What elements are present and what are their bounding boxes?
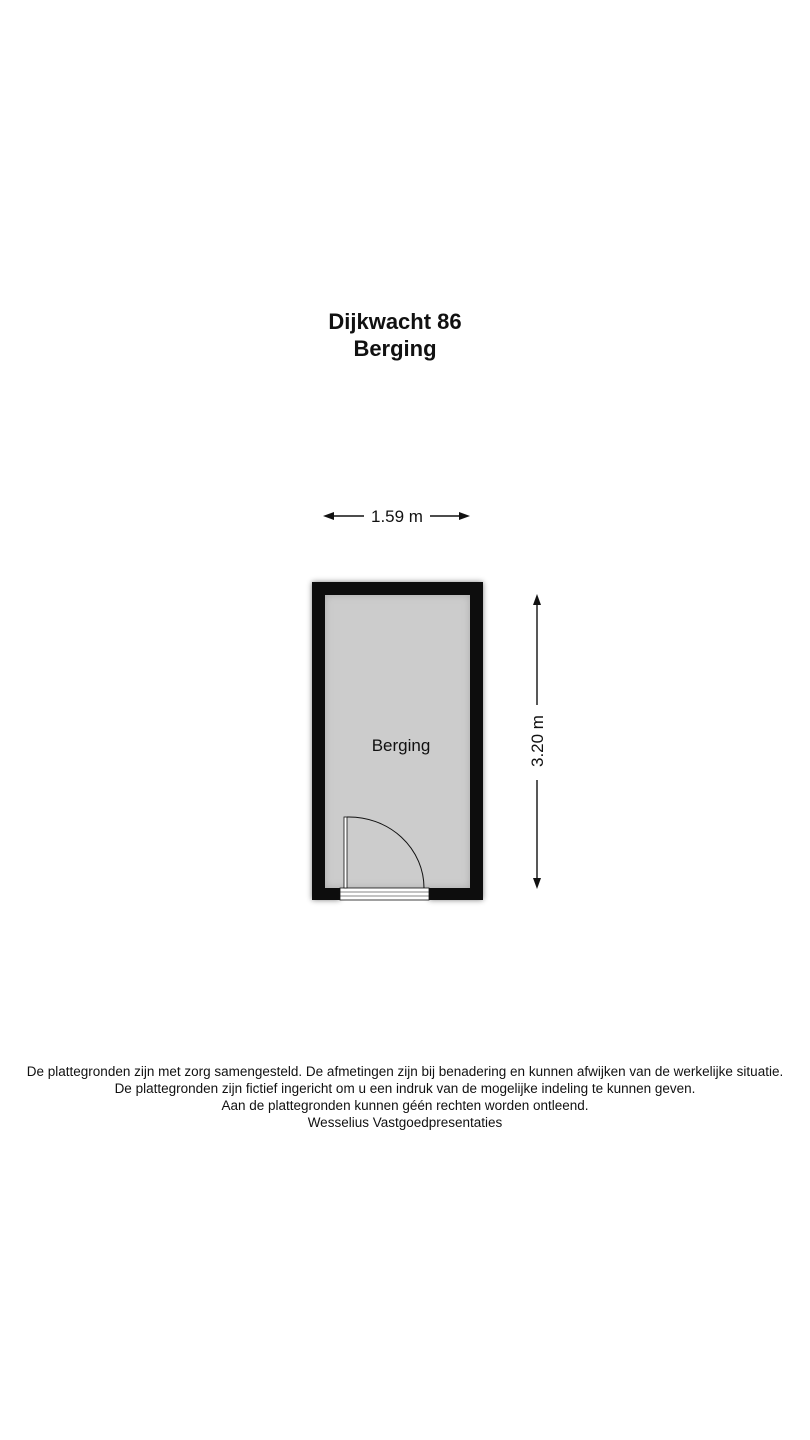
disclaimer-line-1: De plattegronden zijn met zorg samengesteld. De afmetingen zijn bij benadering en kunnen afwijken van de werkelijke situatie. <box>26 1064 784 1079</box>
height-label: 3.20 m <box>528 715 547 767</box>
disclaimer <box>0 1063 810 1131</box>
height-dimension <box>528 594 547 889</box>
door-sill <box>340 888 429 900</box>
width-label: 1.59 m <box>371 507 423 526</box>
floor-title: Berging <box>353 336 437 361</box>
disclaimer-line-3: Aan de plattegronden kunnen géén rechten worden ontleend. <box>221 1098 589 1113</box>
room-label: Berging <box>371 736 431 755</box>
address-title: Dijkwacht 86 <box>328 309 462 334</box>
width-dimension <box>323 507 470 526</box>
disclaimer-line-4: Wesselius Vastgoedpresentaties <box>307 1115 503 1130</box>
disclaimer-line-2: De plattegronden zijn fictief ingericht om u een indruk van de mogelijke indeling te kunnen geven. <box>114 1081 696 1096</box>
